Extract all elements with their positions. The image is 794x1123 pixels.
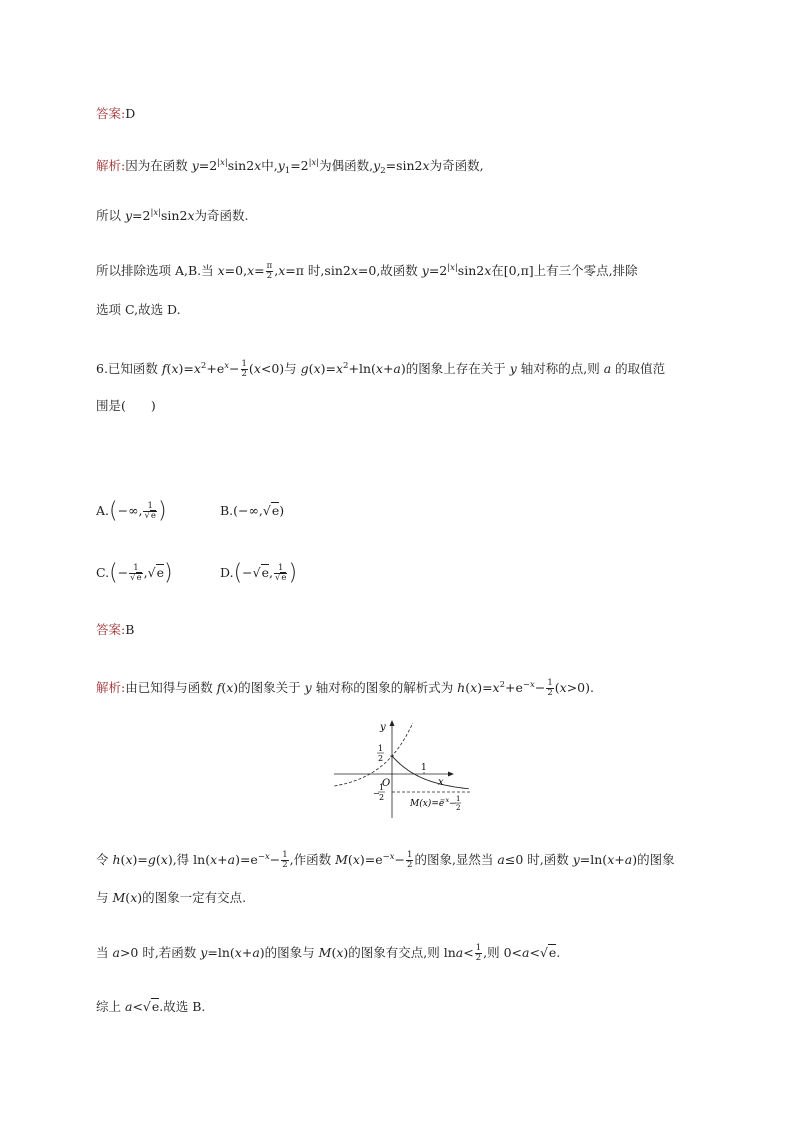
half-numerator: 1 [378,744,384,753]
text: )的图象 [632,852,675,867]
radicand: e [271,503,280,518]
text: sin2 [161,208,188,223]
text: =2 [132,208,151,223]
text: ,作函数 [289,852,336,867]
text: ) [279,503,285,518]
denominator [274,574,287,583]
text: ( [166,361,172,376]
var: x [160,852,168,867]
var: g [147,852,156,867]
text: =2 [198,158,218,173]
numerator: 1 [143,502,156,512]
text: 综上 [96,999,125,1014]
var: y [304,680,312,695]
text: )的图象与 [259,945,319,960]
var: a [603,361,612,376]
answer-line-2 [96,620,134,640]
option-label: C. [96,565,110,580]
denominator: 2 [282,860,288,870]
var: y [509,361,517,376]
var: a [522,945,530,960]
var: y [572,852,580,867]
curve-denominator: 2 [456,804,461,812]
text: 的图象,显然当 [414,852,498,867]
var: a [112,945,120,960]
half-denominator: 2 [378,754,384,763]
exponent: |x| [150,208,162,218]
text: <0)与 [260,361,301,376]
exponent: x [224,361,230,371]
var: f [216,680,222,695]
text: + [217,852,228,867]
text: 选项 C,故选 D. [96,302,181,317]
text: ( [120,852,126,867]
text: − [269,852,281,867]
subscript: 1 [284,166,291,176]
var: x [484,263,492,278]
analysis-label: 解析: [96,680,126,695]
text: ≤0 时,函数 [504,852,573,867]
text: 所以排除选项 A,B.当 [96,263,218,278]
radicand: e [548,945,557,960]
numerator: 1 [407,850,413,860]
var: M [335,852,348,867]
text: )=e [235,852,258,867]
text: − [242,565,253,580]
analysis-2-line-5 [96,997,205,1017]
exponent: 2 [343,361,349,371]
var: x [336,945,344,960]
analysis-2-line-1 [96,675,594,698]
text: =π 时,sin2 [285,263,351,278]
var: h [112,852,121,867]
var: x [352,852,360,867]
var: x [422,158,430,173]
radicand: e [156,565,164,580]
neg-half-denominator: 2 [379,793,385,802]
origin-label: O [382,778,391,789]
text: 的取值范 [611,361,666,376]
text: + [614,852,625,867]
var: M [112,890,126,905]
left-paren: ( [109,498,118,524]
answer-label: 答案: [96,106,126,121]
option-d[interactable] [220,560,298,586]
text: ( [125,890,131,905]
text: 当 [96,945,113,960]
var: y [191,158,199,173]
var: a [455,945,464,960]
fraction-one-half [281,851,288,870]
analysis-2-line-3 [96,888,246,908]
question-6-line-1 [96,356,665,379]
exponent: |x| [308,158,320,168]
var: h [457,680,466,695]
exponent: 2 [200,361,207,371]
var: a [227,852,236,867]
text: >0). [566,680,594,695]
subscript: 2 [380,166,386,176]
text: 因为在函数 [125,158,192,173]
exponent: |x| [217,158,228,168]
exponent: −x [522,680,535,690]
text: 围是( ) [96,398,156,413]
radicand: e [261,565,270,580]
denominator: 2 [241,369,247,379]
sqrt: √e [144,511,156,521]
var: x [607,852,615,867]
text: 所以 [96,208,125,223]
var: x [278,263,286,278]
denominator: 2 [475,953,482,963]
text: − [534,680,546,695]
analysis-2-line-2 [96,847,675,870]
y-axis-arrow [390,720,395,726]
var: x [470,680,478,695]
answer-value: D [125,106,136,121]
var: x [130,890,138,905]
sqrt: √e [252,565,270,580]
var: x [187,208,195,223]
exponent: |x| [447,263,458,273]
analysis-1-line-2 [96,203,248,226]
fraction-one-half [475,944,482,963]
fraction [274,564,287,583]
option-label: A. [96,503,110,518]
text: = [254,263,265,278]
curve-exponent: −x [440,796,450,804]
sqrt: √e [539,945,557,960]
var: a [497,852,505,867]
text: +e [505,680,523,695]
option-a[interactable] [96,498,167,524]
text: )的图象一定有交点. [137,890,247,905]
text: 为偶函数, [319,158,374,173]
text: ( [221,680,227,695]
var: x [559,680,567,695]
text: =2 [428,263,448,278]
text: )=e [359,852,383,867]
text: =0,故函数 [357,263,422,278]
var: a [393,361,401,376]
text: + [241,945,253,960]
text: sin2 [227,158,255,173]
var: y [124,208,133,223]
text: < [463,945,474,960]
var: f [161,361,167,376]
fraction-pi-over-2 [266,262,274,281]
text: 为奇函数. [194,208,249,223]
denominator: 2 [407,860,413,870]
var: x [226,680,234,695]
text: sin2 [457,263,485,278]
numerator: 1 [129,564,142,574]
sqrt: √e [262,503,280,518]
curve-numerator: 1 [456,795,461,803]
var: x [350,263,358,278]
option-c[interactable] [96,560,173,586]
right-paren: ) [288,560,298,586]
var: a [624,852,633,867]
text: , [269,565,273,580]
text: 由已知得与函数 [125,680,217,695]
numerator: π [266,261,273,271]
var: x [254,158,262,173]
text: 为奇函数, [429,158,484,173]
sqrt: √e [130,573,142,583]
analysis-label: 解析: [96,158,126,173]
radicand: e [281,573,287,583]
text: < [529,945,540,960]
text: )的图象上存在关于 [400,361,510,376]
numerator: 1 [547,678,553,688]
y-axis-label: y [380,722,386,733]
answer-value: B [125,622,135,637]
numerator: 1 [475,943,482,953]
curve-minus: − [449,799,457,809]
text: =2 [290,158,309,173]
text: 轴对称的图象的解析式为 [311,680,458,695]
text: ( [331,945,337,960]
text: − [117,565,129,580]
sqrt: √e [147,565,164,580]
var: x [492,680,500,695]
text: )的图象有交点,则 ln [343,945,456,960]
text: )= [132,852,148,867]
var: M [318,945,332,960]
text: ( [554,680,560,695]
var: x [313,361,321,376]
sqrt: √e [142,999,160,1014]
var: x [125,852,133,867]
text: ( [465,680,471,695]
var: y [200,945,208,960]
option-label: B.(−∞, [220,503,263,518]
numerator: 1 [241,359,247,369]
var: x [217,263,225,278]
question-number: 6.已知函数 [96,361,162,376]
option-label: D. [220,565,234,580]
fraction-one-half [406,851,413,870]
question-6-line-2 [96,396,156,416]
solid-curve [392,756,469,789]
neg-half-numerator: 1 [379,783,385,792]
var: x [210,852,218,867]
fraction-one-half [241,360,248,379]
text: +ln( [348,361,376,376]
text: < [132,999,143,1014]
neg-sign: − [373,789,380,798]
denominator [129,574,142,583]
text: )= [477,680,493,695]
text: =ln( [579,852,608,867]
var: x [375,361,383,376]
exponent: 2 [499,680,506,690]
text: >0 时,若函数 [119,945,201,960]
fraction [143,502,156,521]
text: .故选 B. [159,999,206,1014]
dashed-curve [334,723,412,786]
left-paren: ( [109,560,118,586]
text: − [394,852,406,867]
x-axis-label: x [438,777,444,788]
radicand: e [136,573,142,583]
var: y [373,158,381,173]
text: 在[0,π]上有三个零点,排除 [491,263,638,278]
var: x [253,361,261,376]
text: 令 [96,852,113,867]
denominator: 2 [266,271,273,281]
text: . [556,945,561,960]
analysis-1-line-4 [96,300,181,320]
text: )= [320,361,336,376]
text: ,则 0< [483,945,522,960]
exponent: −x [257,852,270,862]
option-b[interactable] [220,501,284,521]
fraction [129,564,142,583]
var: x [247,263,255,278]
analysis-1-line-1 [96,153,484,181]
text: −∞, [117,503,143,518]
text: , [143,565,148,580]
var: x [335,361,344,376]
text: ( [155,852,161,867]
fraction-one-half [546,679,553,698]
text: ( [248,361,254,376]
denominator: 2 [547,688,553,698]
one-label: 1 [421,763,427,773]
var: x [193,361,201,376]
text: + [382,361,394,376]
var: y [421,263,429,278]
text: +e [206,361,225,376]
analysis-1-line-3 [96,258,638,281]
var: y [277,158,285,173]
text: 轴对称的点,则 [516,361,604,376]
text: =sin2 [385,158,423,173]
left-paren: ( [233,560,243,586]
answer-label: 答案: [96,622,126,637]
text: , [274,263,279,278]
numerator: 1 [274,564,287,574]
var: x [171,361,179,376]
text: )= [178,361,194,376]
analysis-2-line-4 [96,943,560,963]
radicand: e [151,999,160,1014]
sqrt: √e [275,573,287,583]
curve-label: M(x)=e [410,799,445,809]
right-paren: ) [157,498,167,524]
text: ),得 ln( [167,852,211,867]
var: a [252,945,260,960]
var: a [124,999,133,1014]
right-paren: ) [163,560,173,586]
text: 中, [261,158,278,173]
text: =ln( [207,945,235,960]
exponent: −x [382,852,395,862]
x-axis-arrow [448,772,454,777]
text: 与 [96,890,113,905]
function-graph [328,718,478,822]
text: =0, [224,263,248,278]
radicand: e [150,511,156,521]
denominator [143,512,156,521]
text: ( [347,852,353,867]
var: g [300,361,309,376]
text: )的图象关于 [233,680,305,695]
text: − [229,361,240,376]
text: ( [308,361,314,376]
answer-line-1 [96,104,135,124]
numerator: 1 [282,850,288,860]
var: x [234,945,242,960]
